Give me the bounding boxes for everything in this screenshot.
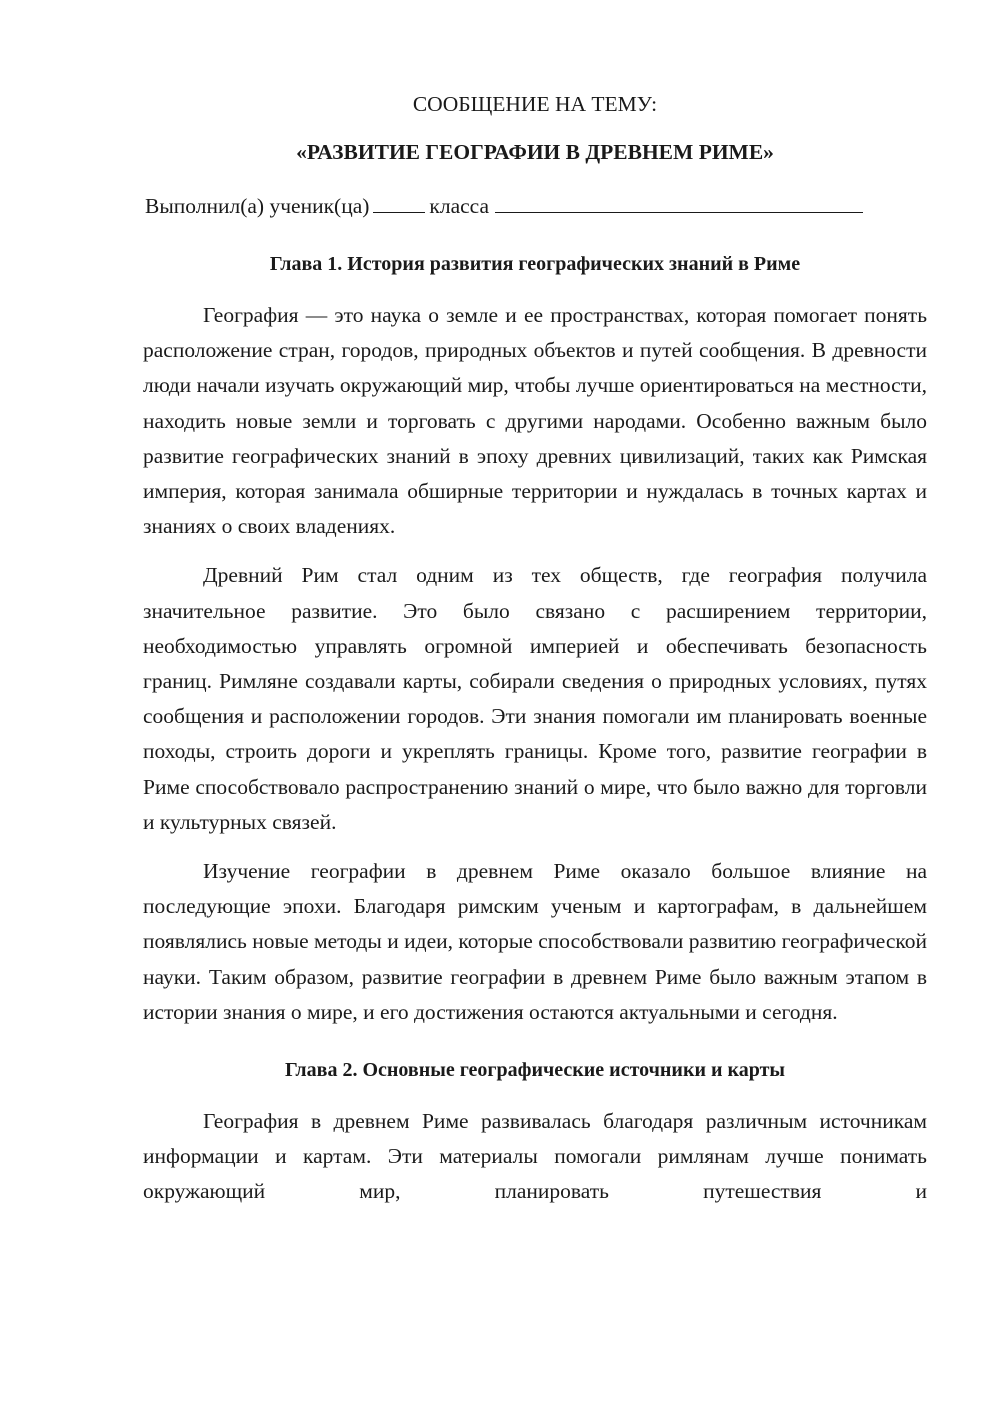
class-label: класса — [429, 194, 490, 218]
chapter-1-paragraph-3: Изучение географии в древнем Риме оказало большое влияние на последующие эпохи. Благодаря римским ученым и картографам, в дальнейшем появлялись новые методы и идеи, которые способствовали развитию географической науки. Таким образом, развитие географии в древнем Риме было важным этапом в истории знания о мире, и его достижения остаются актуальными и сегодня. — [143, 859, 927, 1024]
author-line — [145, 194, 927, 218]
document-page — [143, 92, 927, 1210]
student-name-blank — [495, 194, 863, 213]
document-subtitle: «РАЗВИТИЕ ГЕОГРАФИИ В ДРЕВНЕМ РИМЕ» — [296, 140, 774, 164]
chapter-1-paragraph-1: География — это наука о земле и ее пространствах, которая помогает понять расположение стран, городов, природных объектов и путей сообщения. В древности люди начали изучать окружающий мир, чтобы лучше ориентироваться на местности, находить новые земли и торговать с другими народами. Особенно важным было развитие географических знаний в эпоху древних цивилизаций, таких как Римская империя, которая занимала обширные территории и нуждалась в точных картах и знаниях о своих владениях. — [143, 303, 927, 539]
chapter-1-heading: Глава 1. История развития географических знаний в Риме — [269, 253, 801, 275]
chapter-2-heading: Глава 2. Основные географические источники и карты — [284, 1059, 786, 1082]
chapter-1-paragraph-2: Древний Рим стал одним из тех обществ, где география получила значительное развитие. Это было связано с расширением территории, необходимостью управлять огромной империей и обеспечивать безопасность границ. Римляне создавали карты, собирали сведения о природных условиях, путях сообщения и расположении городов. Эти знания помогали им планировать военные походы, строить дороги и укреплять границы. Кроме того, развитие географии в Риме способствовало распространению знаний о мире, что было важно для торговли и культурных связей. — [143, 563, 927, 834]
class-number-blank — [373, 194, 425, 213]
document-title: СООБЩЕНИЕ НА ТЕМУ: — [412, 92, 658, 116]
author-prefix: Выполнил(а) ученик(ца) — [145, 194, 370, 218]
chapter-2-paragraph-1: География в древнем Риме развивалась благодаря различным источникам информации и картам. Эти материалы помогали римлянам лучше понимать окружающий мир, планировать путешествия и — [143, 1109, 927, 1204]
